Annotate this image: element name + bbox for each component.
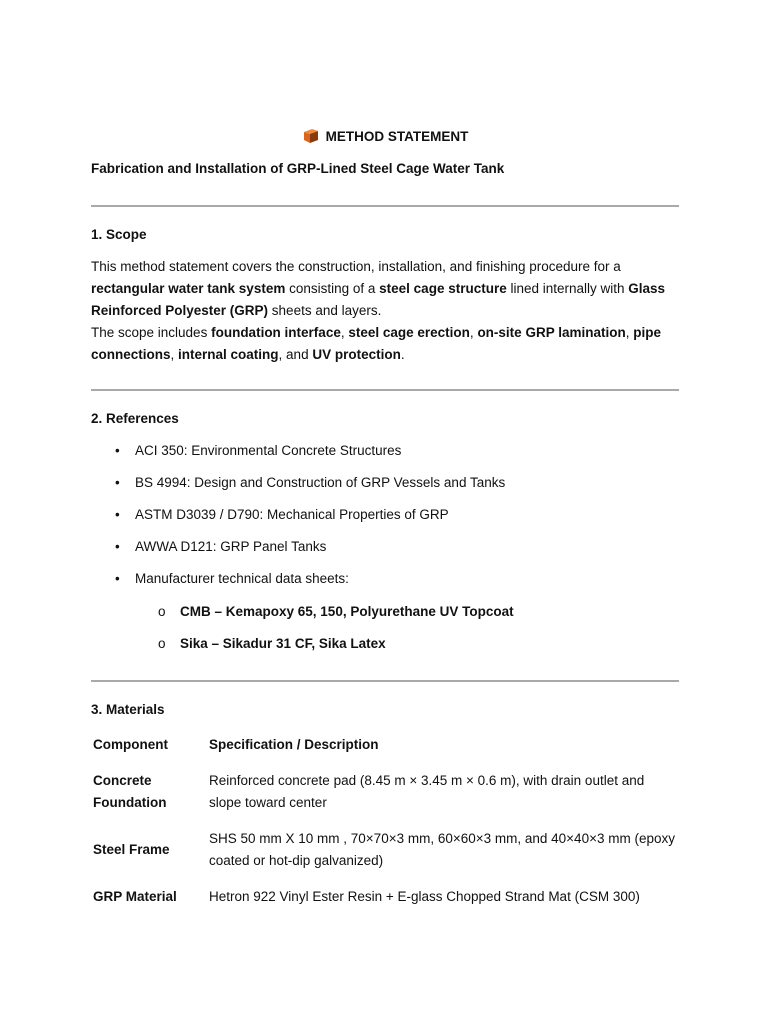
materials-table — [91, 727, 679, 915]
scope-heading: 1. Scope — [91, 227, 147, 242]
document-header — [91, 126, 679, 151]
manufacturer-sublist — [91, 601, 679, 665]
list-item: • ASTM D3039 / D790: Mechanical Properties of GRP — [91, 504, 679, 536]
bullet-icon: • — [115, 443, 120, 458]
scope-paragraph-1: This method statement covers the construction, installation, and finishing procedure for a rectangular water tank system consisting of a steel cage structure lined internally with Glass Reinforced Polyester (GRP) sheets and layers. — [91, 259, 666, 318]
document-subtitle: Fabrication and Installation of GRP-Lined Steel Cage Water Tank — [91, 161, 505, 176]
scope-paragraph-2: The scope includes foundation interface, steel cage erection, on-site GRP lamination, pipe connections, internal coating, and UV protection. — [91, 325, 661, 362]
list-item: • BS 4994: Design and Construction of GRP Vessels and Tanks — [91, 472, 679, 504]
section-divider — [91, 205, 679, 207]
component-cell: GRP Material — [93, 889, 177, 904]
references-list — [91, 440, 679, 600]
references-heading: 2. References — [91, 411, 179, 426]
column-header: Specification / Description — [209, 737, 379, 752]
list-item: • AWWA D121: GRP Panel Tanks — [91, 536, 679, 568]
bullet-icon: • — [115, 475, 120, 490]
brick-icon — [302, 128, 320, 151]
bullet-icon: • — [115, 571, 120, 586]
component-cell: Steel Frame — [93, 842, 170, 857]
table-header-row — [91, 727, 679, 763]
spec-cell: SHS 50 mm X 10 mm , 70×70×3 mm, 60×60×3 mm, and 40×40×3 mm (epoxy coated or hot-dip galvanized) — [209, 831, 675, 868]
table-row — [91, 821, 679, 879]
document-title: METHOD STATEMENT — [325, 129, 469, 144]
column-header: Component — [93, 737, 168, 752]
component-cell: Concrete Foundation — [93, 773, 167, 810]
sub-list-item: o Sika – Sikadur 31 CF, Sika Latex — [91, 633, 679, 665]
section-divider — [91, 389, 679, 391]
list-item: • ACI 350: Environmental Concrete Structures — [91, 440, 679, 472]
bullet-icon: • — [115, 507, 120, 522]
section-divider — [91, 680, 679, 682]
spec-cell: Reinforced concrete pad (8.45 m × 3.45 m × 0.6 m), with drain outlet and slope toward center — [209, 773, 645, 810]
circle-bullet-icon: o — [158, 636, 166, 651]
materials-heading: 3. Materials — [91, 702, 165, 717]
bullet-icon: • — [115, 539, 120, 554]
sub-list-item: o CMB – Kemapoxy 65, 150, Polyurethane UV Topcoat — [91, 601, 679, 633]
list-item: • Manufacturer technical data sheets: — [91, 568, 679, 600]
circle-bullet-icon: o — [158, 604, 166, 619]
table-row — [91, 763, 679, 821]
spec-cell: Hetron 922 Vinyl Ester Resin + E-glass Chopped Strand Mat (CSM 300) — [209, 889, 640, 904]
table-row — [91, 879, 679, 915]
